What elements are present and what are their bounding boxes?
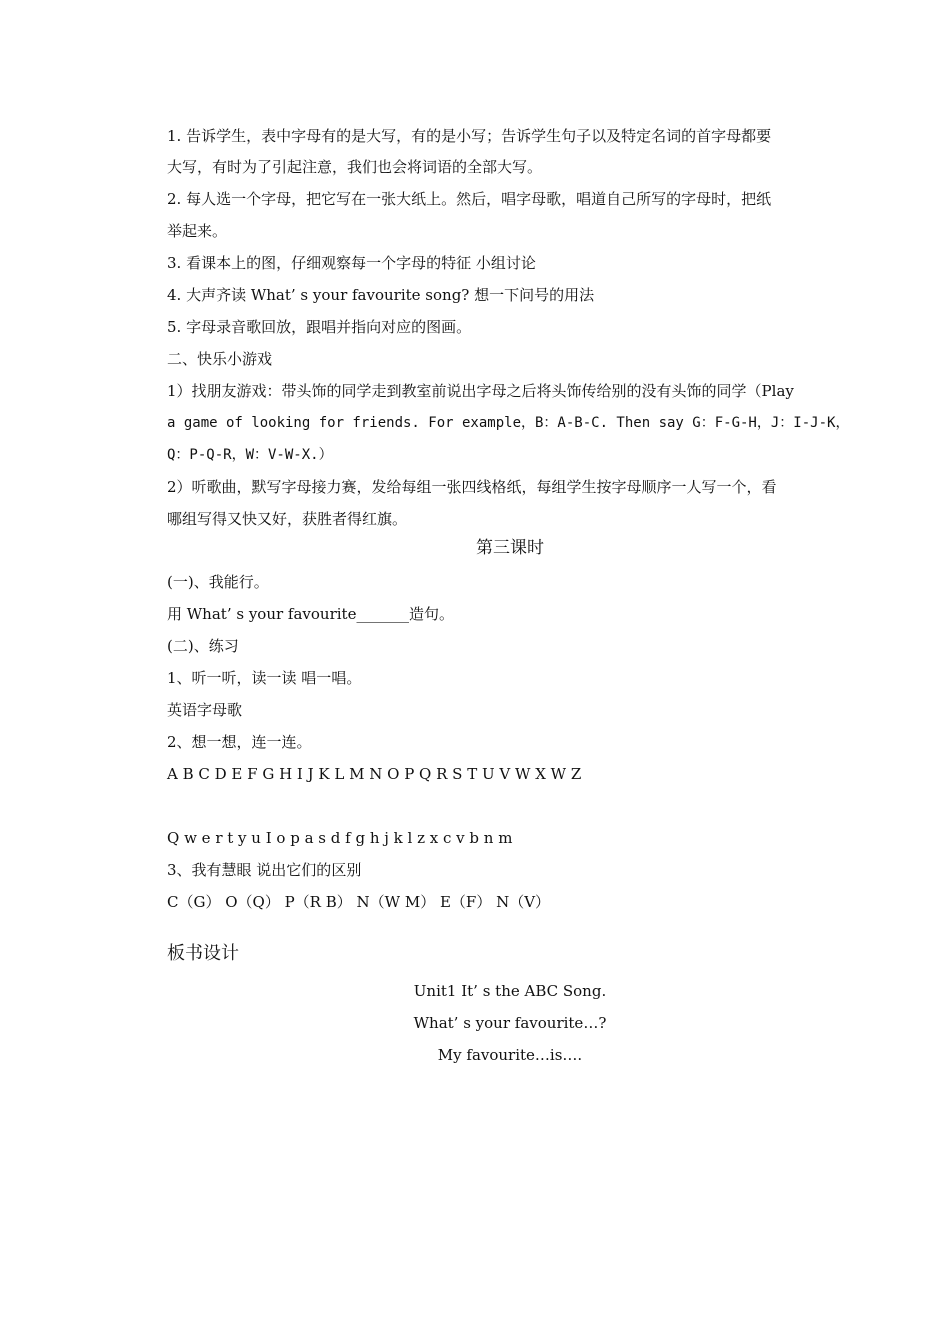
game-1-line-2: a game of looking for friends. For example，B：A-B-C. Then say G：F-G-H，J：I-J-K，	[167, 415, 850, 431]
step-5: 5. 字母录音歌回放，跟唱并指向对应的图画。	[167, 318, 472, 336]
step-1-line-2: 大写，有时为了引起注意，我们也会将词语的全部大写。	[167, 158, 543, 176]
lesson-3-title: 第三课时	[476, 538, 544, 558]
game-1-line-3: Q：P-Q-R，W：V-W-X.）	[167, 447, 333, 463]
exercise-2: 2、想一想，连一连。	[167, 733, 312, 751]
step-4: 4. 大声齐读 What’ s your favourite song? 想一下问号的用法	[167, 286, 595, 304]
uppercase-letters: A B C D E F G H I J K L M N O P Q R S T U V W X W Z	[167, 765, 582, 783]
step-3: 3. 看课本上的图，仔细观察每一个字母的特征 小组讨论	[167, 254, 536, 272]
board-line-3: My favourite…is….	[437, 1046, 583, 1064]
board-line-1: Unit1 It’ s the ABC Song.	[413, 982, 607, 1000]
step-2-line-1: 2. 每人选一个字母，把它写在一张大纸上。然后，唱字母歌，唱道自己所写的字母时，把纸	[167, 190, 772, 208]
part-2-title: (二)、练习	[167, 637, 239, 655]
part-1-text: 用 What’ s your favourite_______造句。	[167, 605, 454, 623]
game-2-line-1: 2）听歌曲，默写字母接力赛，发给每组一张四线格纸，每组学生按字母顺序一人写一个，看	[167, 478, 777, 496]
exercise-1-song: 英语字母歌	[167, 701, 243, 719]
exercise-3: 3、我有慧眼 说出它们的区别	[167, 861, 362, 879]
exercise-1: 1、听一听，读一读 唱一唱。	[167, 669, 362, 687]
step-2-line-2: 举起来。	[167, 222, 228, 240]
part-1-title: (一)、我能行。	[167, 573, 269, 591]
board-line-2: What’ s your favourite…?	[413, 1014, 607, 1032]
exercise-3-pairs: C（G） O（Q） P（R B） N（W M） E（F） N（V）	[167, 893, 551, 911]
game-2-line-2: 哪组写得又快又好，获胜者得红旗。	[167, 510, 408, 528]
board-design-title: 板书设计	[167, 943, 239, 964]
game-1-line-1: 1）找朋友游戏：带头饰的同学走到教室前说出字母之后将头饰传给别的没有头饰的同学（Play	[167, 382, 794, 400]
games-section-title: 二、快乐小游戏	[167, 350, 273, 368]
step-1-line-1: 1. 告诉学生，表中字母有的是大写，有的是小写；告诉学生句子以及特定名词的首字母都要	[167, 127, 772, 145]
lowercase-letters: Q w e r t y u I o p a s d f g h j k l z x c v b n m	[167, 829, 513, 847]
